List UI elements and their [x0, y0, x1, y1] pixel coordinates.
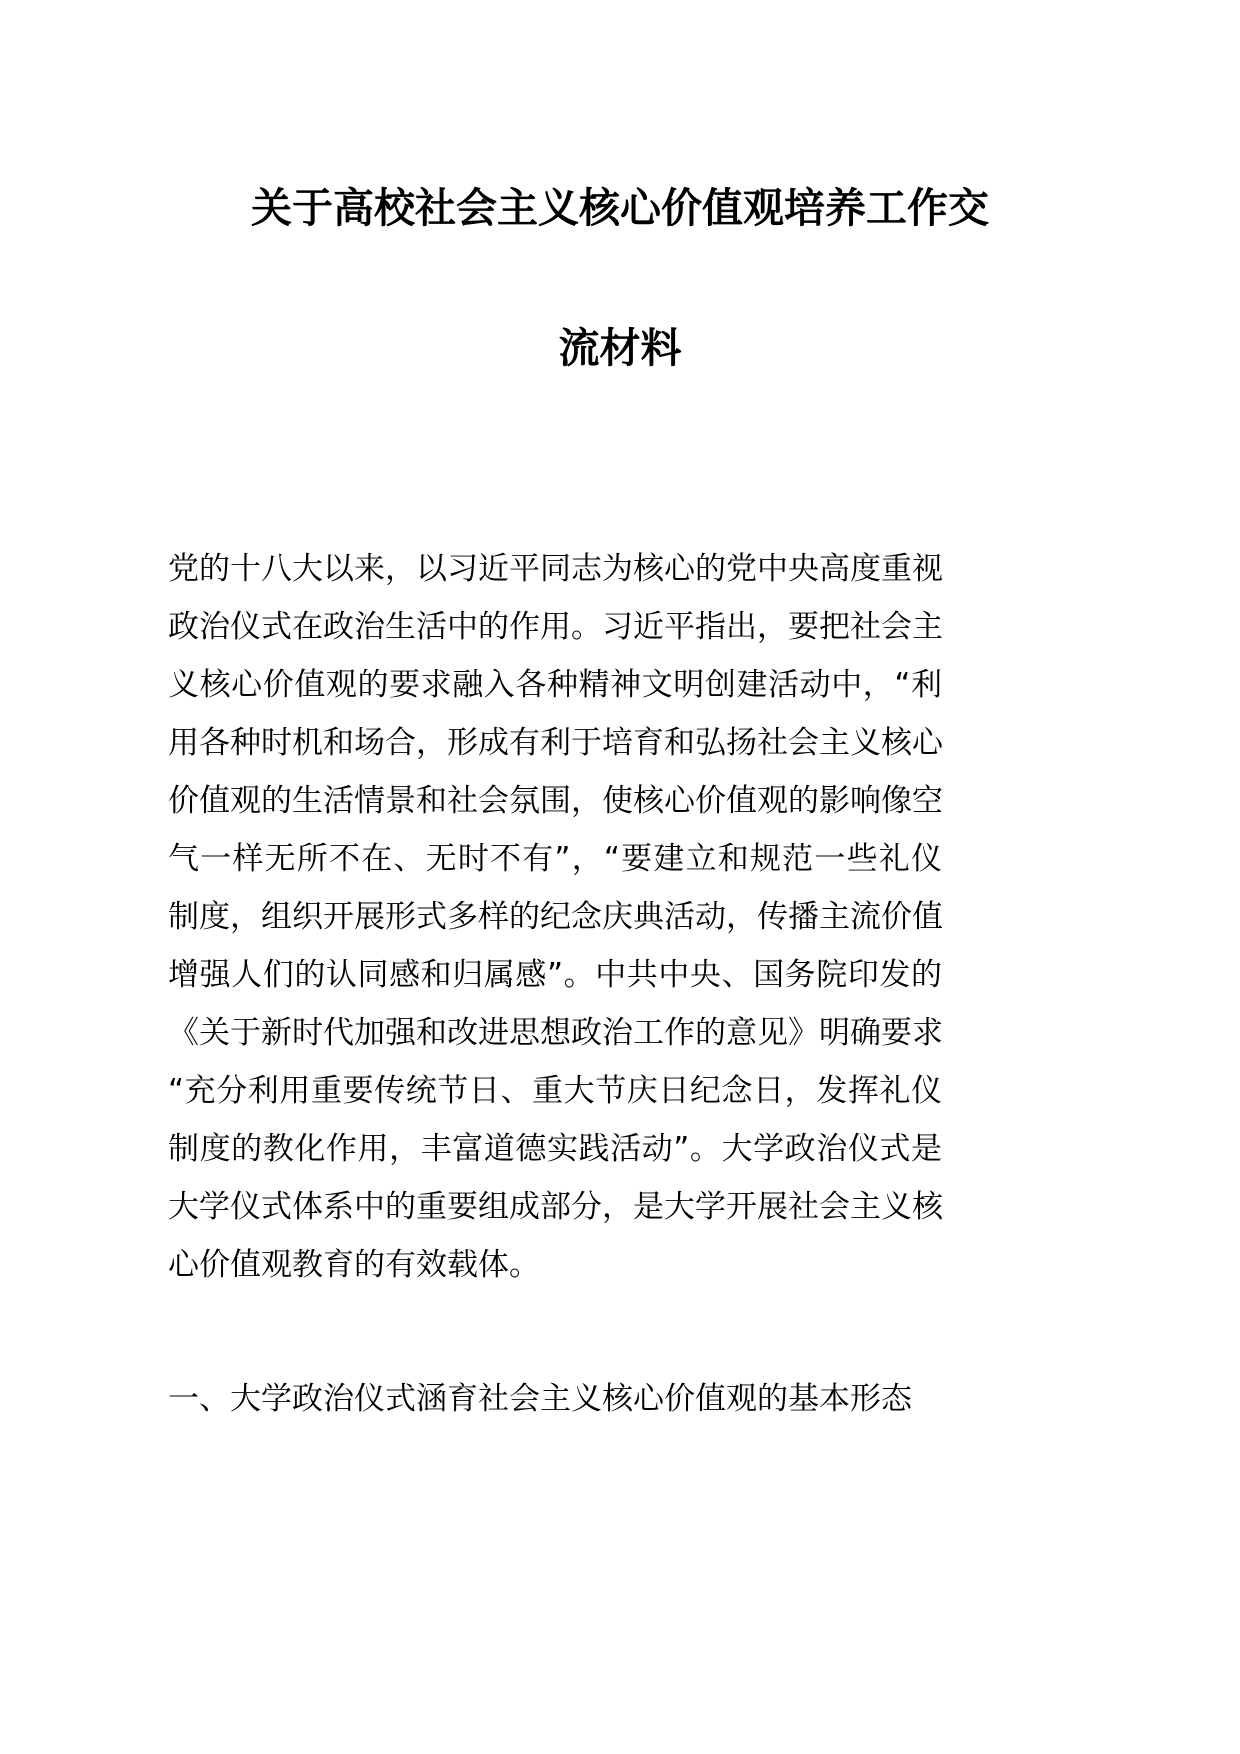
body-paragraph — [168, 540, 942, 1294]
paragraph-line: 党的十八大以来，以习近平同志为核心的党中央高度重视 — [168, 551, 943, 587]
paragraph-line: 增强人们的认同感和归属感”。中共中央、国务院印发的 — [168, 957, 942, 993]
paragraph-line: 制度的教化作用，丰富道德实践活动”。大学政治仪式是 — [168, 1131, 942, 1167]
paragraph-line: 政治仪式在政治生活中的作用。习近平指出，要把社会主 — [168, 609, 943, 645]
paragraph-line: 义核心价值观的要求融入各种精神文明创建活动中，“利 — [168, 667, 942, 703]
paragraph-line: 《关于新时代加强和改进思想政治工作的意见》明确要求 — [168, 1015, 943, 1051]
paragraph-line: 价值观的生活情景和社会氛围，使核心价值观的影响像空 — [168, 783, 943, 819]
section-heading: 一、大学政治仪式涵育社会主义核心价值观的基本形态 — [168, 1381, 912, 1417]
document-title-line-2: 流材料 — [558, 324, 682, 372]
paragraph-line: 大学仪式体系中的重要组成部分，是大学开展社会主义核 — [168, 1189, 943, 1225]
paragraph-line: 气一样无所不在、无时不有”，“要建立和规范一些礼仪 — [168, 841, 942, 877]
paragraph-line: 制度，组织开展形式多样的纪念庆典活动，传播主流价值 — [168, 899, 943, 935]
paragraph-line: “充分利用重要传统节日、重大节庆日纪念日，发挥礼仪 — [168, 1073, 942, 1109]
paragraph-line: 用各种时机和场合，形成有利于培育和弘扬社会主义核心 — [168, 725, 943, 761]
document-title-line-1: 关于高校社会主义核心价值观培养工作交 — [251, 184, 989, 232]
paragraph-line: 心价值观教育的有效载体。 — [168, 1247, 540, 1283]
